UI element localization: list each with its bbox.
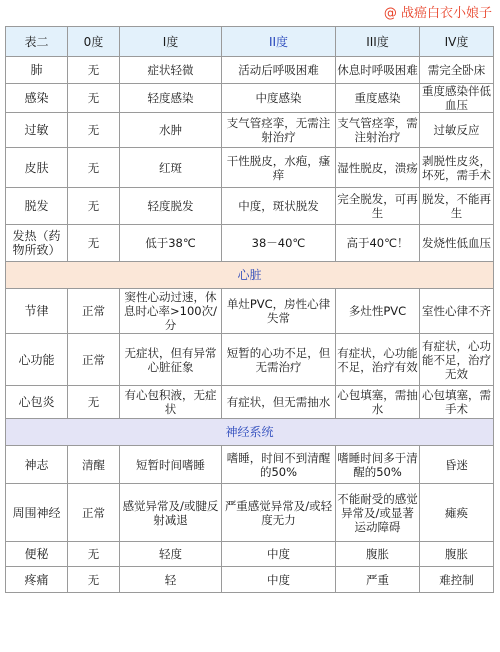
cell-grade-ii: 单灶PVC，房性心律失常 (222, 289, 336, 334)
cell-grade-iii: 湿性脱皮，溃疡 (336, 148, 420, 188)
cell-item: 感染 (6, 84, 68, 113)
cell-grade-i: 轻度感染 (120, 84, 222, 113)
cell-grade-iv: 需完全卧床 (420, 57, 494, 84)
cell-item: 节律 (6, 289, 68, 334)
cell-item: 心包炎 (6, 386, 68, 419)
cell-grade-i: 症状轻微 (120, 57, 222, 84)
header-item: 表二 (6, 27, 68, 57)
cell-grade-0: 无 (68, 542, 120, 567)
cell-grade-iv: 室性心律不齐 (420, 289, 494, 334)
watermark-text: @ 战癌白衣小娘子 (383, 6, 492, 21)
cell-grade-0: 无 (68, 148, 120, 188)
cell-grade-0: 无 (68, 84, 120, 113)
cell-grade-iv: 腹胀 (420, 542, 494, 567)
table-row (6, 289, 494, 334)
cell-item: 神志 (6, 446, 68, 484)
cell-grade-iv: 过敏反应 (420, 113, 494, 148)
cell-grade-ii: 中度 (222, 542, 336, 567)
cell-grade-iii: 高于40℃！ (336, 225, 420, 262)
table-row (6, 542, 494, 567)
cell-item: 周围神经 (6, 484, 68, 542)
table-row (6, 57, 494, 84)
cell-item: 肺 (6, 57, 68, 84)
cell-grade-0: 无 (68, 567, 120, 593)
table-row (6, 567, 494, 593)
cell-grade-i: 轻 (120, 567, 222, 593)
cell-grade-iii: 有症状，心功能不足，治疗有效 (336, 334, 420, 386)
cell-grade-0: 无 (68, 113, 120, 148)
cell-grade-i: 红斑 (120, 148, 222, 188)
table-row (6, 113, 494, 148)
cell-grade-i: 感觉异常及/或腱反射减退 (120, 484, 222, 542)
cell-grade-ii: 活动后呼吸困难 (222, 57, 336, 84)
cell-grade-iii: 腹胀 (336, 542, 420, 567)
cell-grade-iv: 有症状，心功能不足，治疗无效 (420, 334, 494, 386)
cell-grade-ii: 中度，斑状脱发 (222, 188, 336, 225)
cell-grade-iii: 严重 (336, 567, 420, 593)
cell-grade-ii: 嗜睡，时间不到清醒的50% (222, 446, 336, 484)
cell-grade-i: 低于38℃ (120, 225, 222, 262)
cell-item: 过敏 (6, 113, 68, 148)
cell-grade-ii: 支气管痉挛，无需注射治疗 (222, 113, 336, 148)
cell-item: 心功能 (6, 334, 68, 386)
section-neuro (6, 419, 494, 446)
cell-grade-iii: 支气管痉挛，需注射治疗 (336, 113, 420, 148)
cell-grade-i: 轻度 (120, 542, 222, 567)
table-row (6, 225, 494, 262)
cell-grade-iii: 嗜睡时间多于清醒的50% (336, 446, 420, 484)
cell-grade-ii: 短暂的心功不足，但无需治疗 (222, 334, 336, 386)
cell-grade-0: 清醒 (68, 446, 120, 484)
cell-grade-iv: 发烧性低血压 (420, 225, 494, 262)
table-row (6, 446, 494, 484)
cell-grade-ii: 有症状，但无需抽水 (222, 386, 336, 419)
cell-grade-iv: 剥脱性皮炎，坏死，需手术 (420, 148, 494, 188)
cell-grade-0: 正常 (68, 484, 120, 542)
cell-grade-0: 无 (68, 225, 120, 262)
cell-grade-iii: 完全脱发，可再生 (336, 188, 420, 225)
cell-grade-0: 正常 (68, 289, 120, 334)
cell-grade-ii: 中度 (222, 567, 336, 593)
table-row (6, 84, 494, 113)
section-neuro-label: 神经系统 (6, 419, 494, 446)
cell-grade-iv: 心包填塞，需手术 (420, 386, 494, 419)
table-row (6, 148, 494, 188)
cell-grade-iii: 不能耐受的感觉异常及/或显著运动障碍 (336, 484, 420, 542)
table-row (6, 188, 494, 225)
cell-grade-ii: 中度感染 (222, 84, 336, 113)
header-grade-iv: IV度 (420, 27, 494, 57)
cell-item: 疼痛 (6, 567, 68, 593)
cell-grade-iii: 重度感染 (336, 84, 420, 113)
header-grade-iii: III度 (336, 27, 420, 57)
cell-grade-iv: 昏迷 (420, 446, 494, 484)
header-grade-ii: II度 (222, 27, 336, 57)
cell-grade-i: 窦性心动过速，休息时心率>100次/分 (120, 289, 222, 334)
cell-grade-i: 短暂时间嗜睡 (120, 446, 222, 484)
cell-grade-ii: 38－40℃ (222, 225, 336, 262)
section-cardiac (6, 262, 494, 289)
header-grade-0: 0度 (68, 27, 120, 57)
cell-grade-iv: 难控制 (420, 567, 494, 593)
cell-grade-i: 有心包积液，无症状 (120, 386, 222, 419)
cell-grade-iii: 心包填塞，需抽水 (336, 386, 420, 419)
table-header-row (6, 27, 494, 57)
cell-grade-0: 无 (68, 386, 120, 419)
cell-grade-0: 无 (68, 57, 120, 84)
table-row (6, 334, 494, 386)
cell-grade-0: 正常 (68, 334, 120, 386)
cell-item: 脱发 (6, 188, 68, 225)
toxicity-grading-table (5, 26, 494, 593)
cell-grade-iv: 重度感染伴低血压 (420, 84, 494, 113)
cell-item: 发热（药物所致） (6, 225, 68, 262)
cell-grade-iv: 瘫痪 (420, 484, 494, 542)
cell-grade-ii: 严重感觉异常及/或轻度无力 (222, 484, 336, 542)
cell-grade-ii: 干性脱皮，水疱，瘙痒 (222, 148, 336, 188)
cell-grade-iv: 脱发，不能再生 (420, 188, 494, 225)
cell-grade-i: 水肿 (120, 113, 222, 148)
header-grade-i: I度 (120, 27, 222, 57)
cell-grade-i: 轻度脱发 (120, 188, 222, 225)
cell-grade-0: 无 (68, 188, 120, 225)
cell-grade-iii: 休息时呼吸困难 (336, 57, 420, 84)
cell-grade-iii: 多灶性PVC (336, 289, 420, 334)
cell-grade-i: 无症状，但有异常心脏征象 (120, 334, 222, 386)
section-cardiac-label: 心脏 (6, 262, 494, 289)
table-row (6, 386, 494, 419)
cell-item: 便秘 (6, 542, 68, 567)
cell-item: 皮肤 (6, 148, 68, 188)
table-row (6, 484, 494, 542)
